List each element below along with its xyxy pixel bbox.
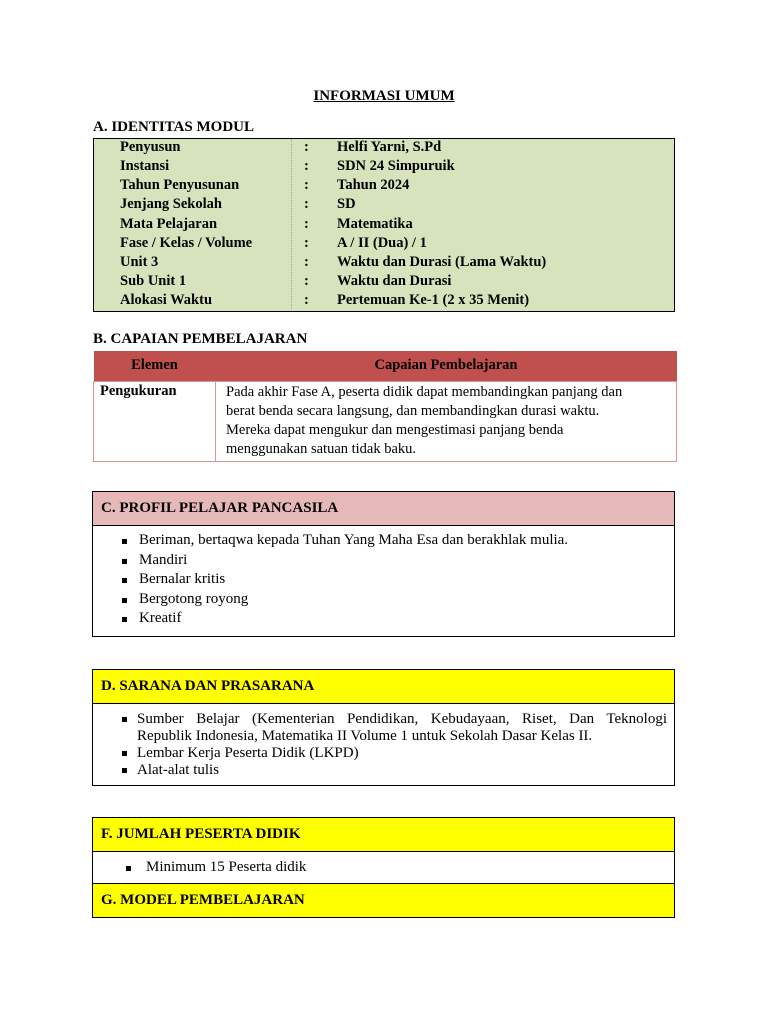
- column-header-capaian: Capaian Pembelajaran: [374, 357, 518, 374]
- bullet-icon: [122, 751, 127, 756]
- list-item-text: [137, 711, 667, 728]
- identity-colon: :: [304, 254, 309, 270]
- page-title: INFORMASI UMUM: [313, 88, 455, 104]
- list-item-text: Bergotong royong: [139, 590, 249, 607]
- identity-label: Unit 3: [120, 254, 159, 270]
- identity-colon: :: [304, 158, 309, 174]
- bullet-icon: [122, 598, 127, 603]
- list-item: [93, 571, 674, 591]
- section-g-heading: G. MODEL PEMBELAJARAN: [93, 884, 674, 917]
- sarana-list: [93, 704, 674, 779]
- identity-label: Instansi: [120, 158, 170, 174]
- identity-row: [94, 139, 674, 158]
- bullet-icon: [126, 866, 131, 871]
- identity-colon: :: [304, 273, 309, 289]
- identity-colon: :: [304, 235, 309, 251]
- list-item: [93, 610, 674, 630]
- table-row: [94, 381, 677, 461]
- identity-value: Helfi Yarni, S.Pd: [337, 139, 442, 155]
- element-cell: Pengukuran: [94, 381, 216, 461]
- identity-colon: :: [304, 196, 309, 212]
- identity-row: [94, 254, 674, 273]
- section-d-heading: D. SARANA DAN PRASARANA: [93, 670, 674, 704]
- list-item: [93, 532, 674, 552]
- identity-row: [94, 196, 674, 215]
- list-item-text: Alat-alat tulis: [137, 762, 220, 778]
- identity-value: Waktu dan Durasi: [337, 273, 452, 289]
- capaian-line: menggunakan satuan tidak baku.: [226, 441, 417, 458]
- capaian-table: [93, 351, 677, 462]
- list-item: [93, 745, 674, 762]
- identity-row: [94, 235, 674, 254]
- section-c-box: [92, 491, 675, 637]
- identity-label: Mata Pelajaran: [120, 216, 218, 232]
- identity-row: [94, 273, 674, 292]
- section-f-heading: F. JUMLAH PESERTA DIDIK: [93, 818, 674, 852]
- list-item: [93, 591, 674, 611]
- identity-table: [93, 138, 675, 312]
- capaian-line: Mereka dapat mengukur dan mengestimasi panjang benda: [226, 422, 564, 439]
- section-g-box: [92, 883, 675, 918]
- identity-colon: :: [304, 216, 309, 232]
- identity-label: Jenjang Sekolah: [120, 196, 222, 212]
- section-b-heading: B. CAPAIAN PEMBELAJARAN: [93, 331, 308, 347]
- list-item: [93, 552, 674, 572]
- section-f-box: [92, 817, 675, 884]
- profil-list: [93, 526, 674, 630]
- identity-value: SDN 24 Simpuruik: [337, 158, 455, 174]
- bullet-icon: [122, 717, 127, 722]
- identity-row: [94, 177, 674, 196]
- bullet-icon: [122, 539, 127, 544]
- identity-value: Pertemuan Ke-1 (2 x 35 Menit): [337, 292, 530, 308]
- bullet-icon: [122, 578, 127, 583]
- column-header-elemen: Elemen: [131, 357, 178, 374]
- list-item: [93, 711, 674, 745]
- identity-value: Waktu dan Durasi (Lama Waktu): [337, 254, 547, 270]
- capaian-cell: [216, 381, 677, 461]
- capaian-line: Pada akhir Fase A, peserta didik dapat membandingkan panjang dan: [226, 383, 623, 400]
- list-item-text: Kreatif: [139, 610, 182, 626]
- capaian-header-row: [94, 351, 677, 381]
- identity-row: [94, 216, 674, 235]
- identity-value: A / II (Dua) / 1: [337, 235, 427, 251]
- identity-value: Matematika: [337, 216, 413, 232]
- list-item-line: Republik Indonesia, Matematika II Volume 1 untuk Sekolah Dasar Kelas II.: [137, 728, 593, 744]
- list-item: [93, 762, 674, 779]
- list-item-text: Bernalar kritis: [139, 571, 226, 587]
- identity-colon: :: [304, 292, 309, 308]
- identity-label: Tahun Penyusunan: [120, 177, 240, 193]
- section-a-heading: A. IDENTITAS MODUL: [93, 119, 254, 135]
- list-item-text: Lembar Kerja Peserta Didik (LKPD): [137, 745, 359, 761]
- identity-colon: :: [304, 139, 309, 155]
- identity-label: Fase / Kelas / Volume: [120, 235, 253, 251]
- list-item-text: Minimum 15 Peserta didik: [146, 859, 307, 875]
- identity-label: Alokasi Waktu: [120, 292, 213, 308]
- section-c-heading: C. PROFIL PELAJAR PANCASILA: [93, 492, 674, 526]
- bullet-icon: [122, 617, 127, 622]
- bullet-icon: [122, 559, 127, 564]
- list-item-text: Beriman, bertaqwa kepada Tuhan Yang Maha Esa dan berakhlak mulia.: [139, 532, 569, 548]
- section-d-box: [92, 669, 675, 786]
- identity-value: Tahun 2024: [337, 177, 410, 193]
- list-item: [93, 859, 674, 876]
- identity-label: Sub Unit 1: [120, 273, 187, 289]
- list-item-line: Sumber Belajar (Kementerian Pendidikan, Kebudayaan, Riset, Dan Teknologi: [137, 711, 667, 727]
- list-item-text: Mandiri: [139, 551, 188, 568]
- capaian-line: berat benda secara langsung, dan membandingkan durasi waktu.: [226, 402, 600, 419]
- identity-value: SD: [337, 196, 356, 212]
- peserta-list: [93, 852, 674, 876]
- identity-label: Penyusun: [120, 139, 181, 155]
- bullet-icon: [122, 768, 127, 773]
- identity-row: [94, 158, 674, 177]
- identity-colon: :: [304, 177, 309, 193]
- identity-row: [94, 292, 674, 311]
